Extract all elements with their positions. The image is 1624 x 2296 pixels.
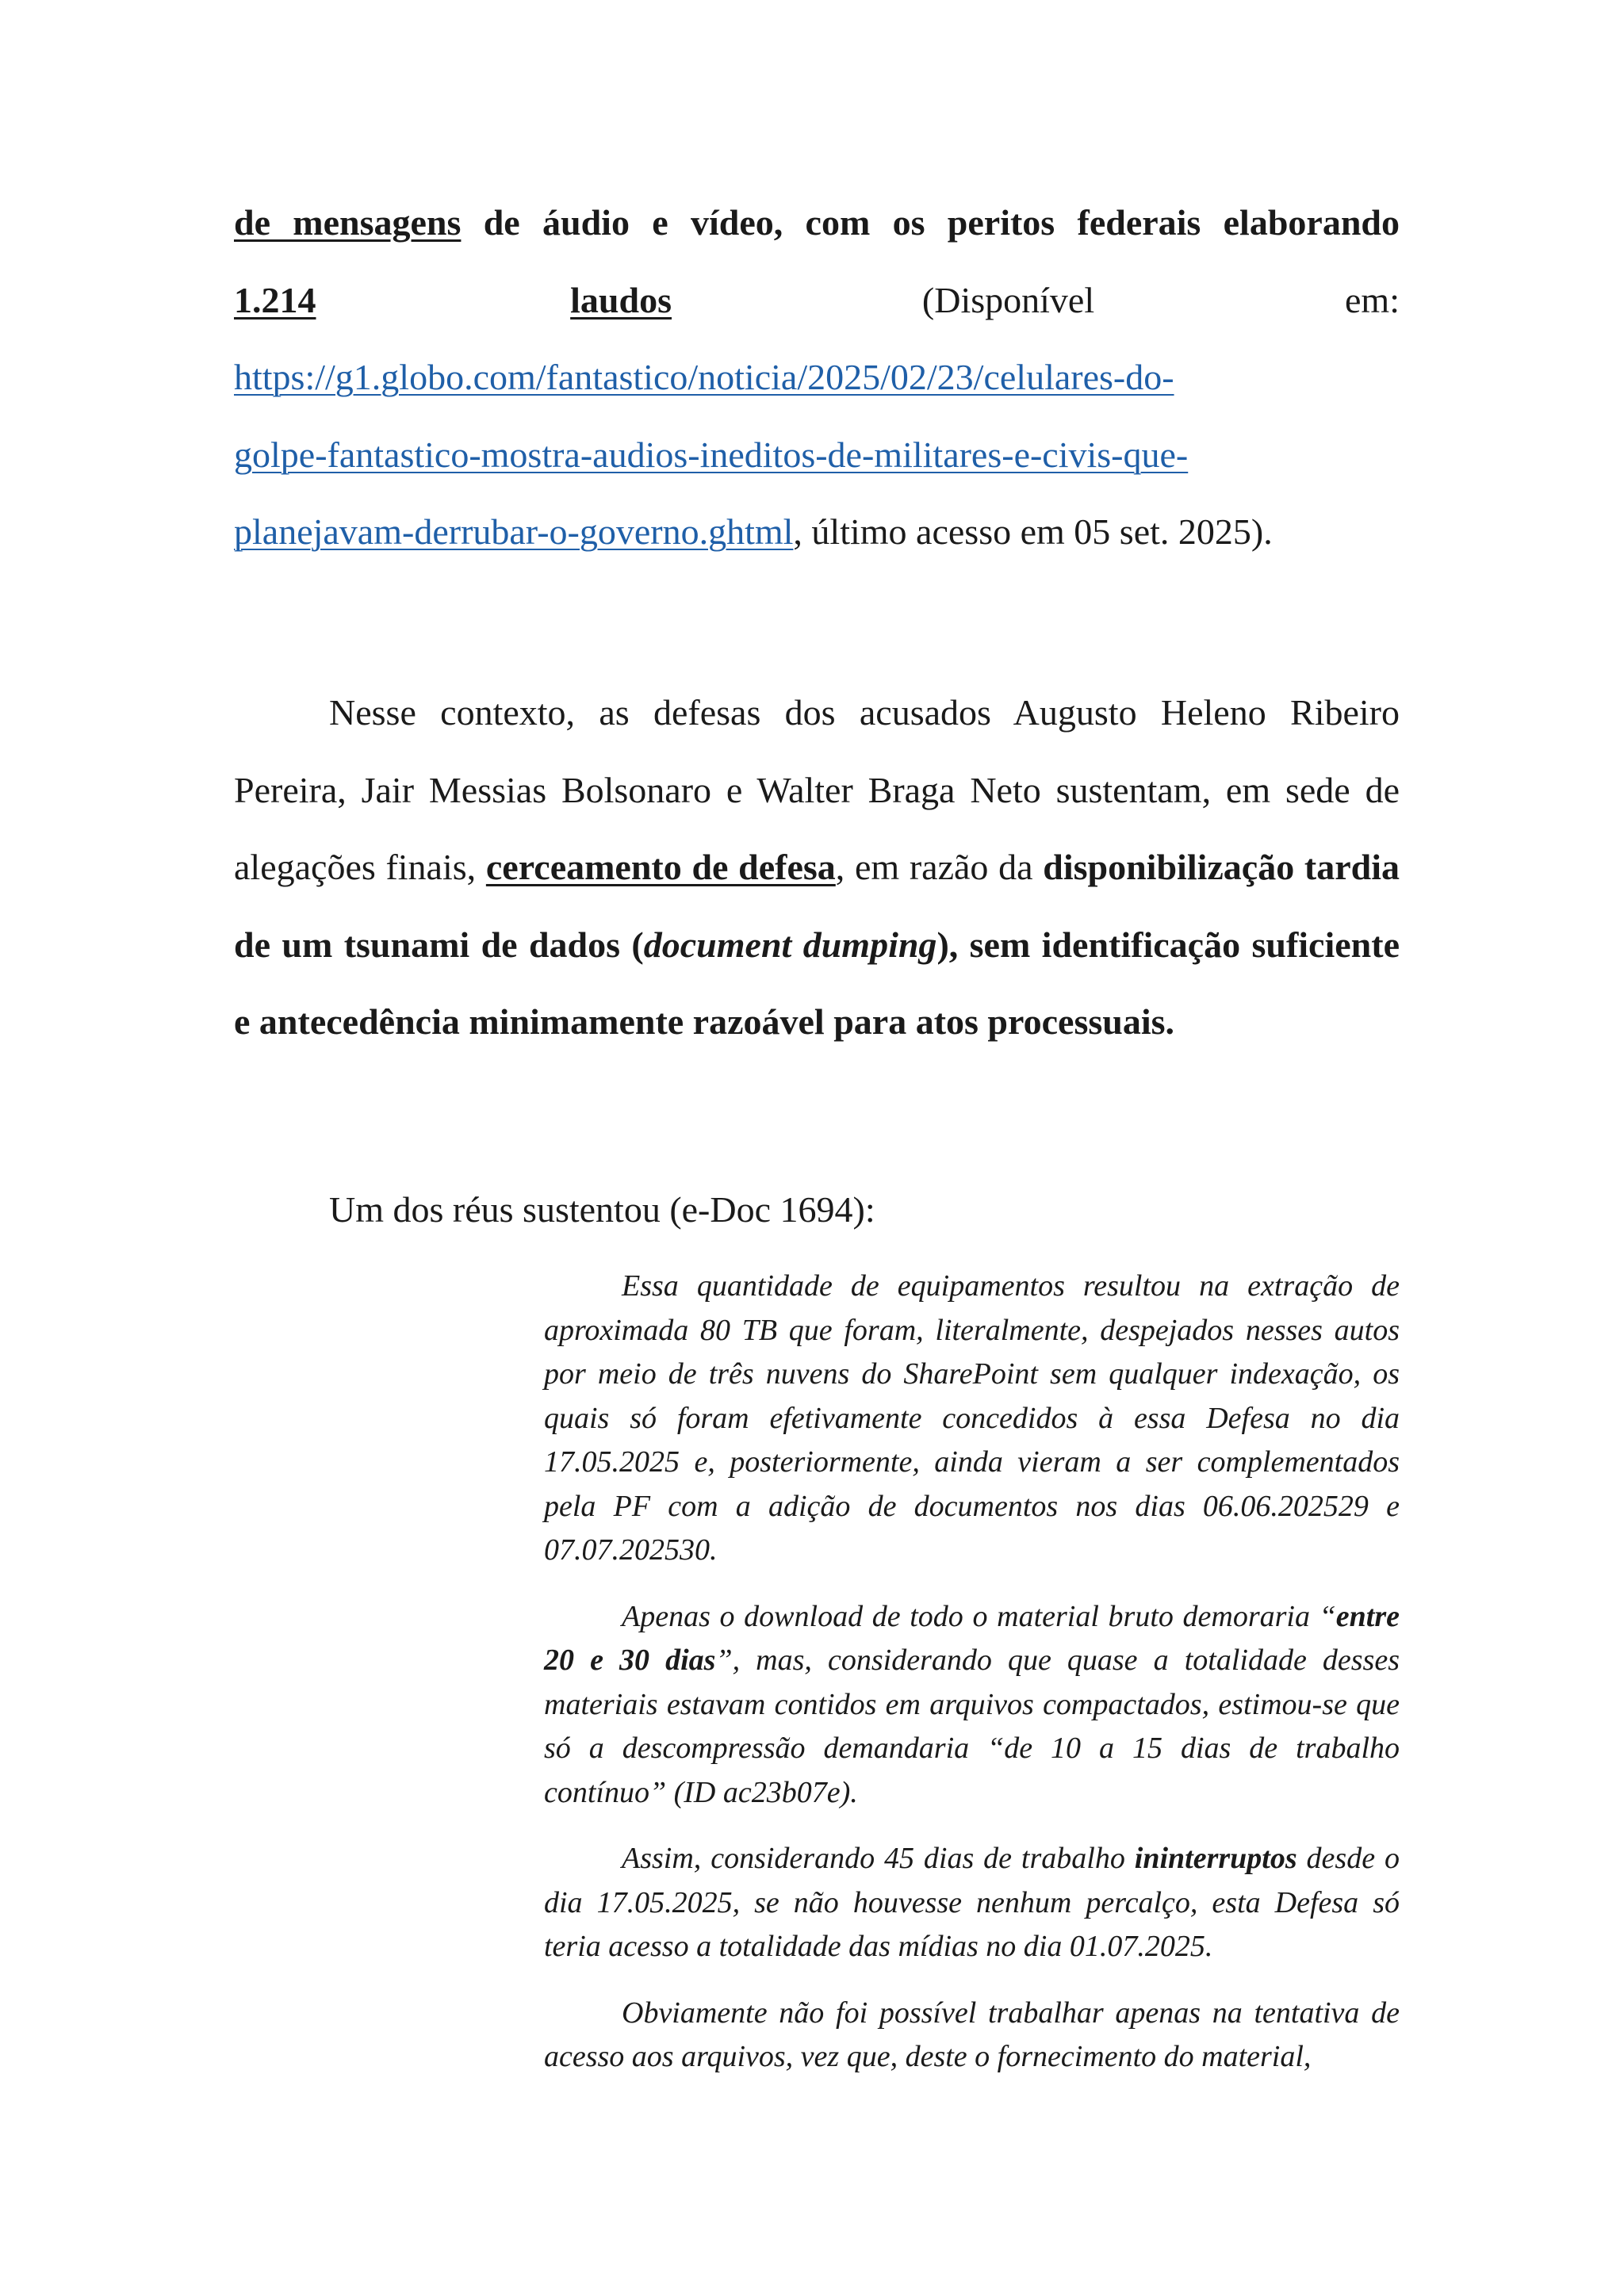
laudos-line (234, 262, 1400, 339)
laudos-number: 1.214 (234, 279, 316, 320)
quote-intro-text: Um dos réus sustentou (e-Doc 1694): (329, 1189, 875, 1230)
quote-2-text-b: ”, mas, considerando que quase a totalidade desses materiais estavam contidos em arquivos compactados, estimou-se que só a descompressão demandaria “de 10 a 15 dias de trabalho contínuo” (ID ac23b07e). (544, 1644, 1400, 1809)
quote-2-emphasis: entre 20 e 30 dias (544, 1599, 1400, 1677)
available-em: em: (1345, 279, 1400, 320)
block-quote (544, 1265, 1400, 2102)
quote-2-text-a: Apenas o download de todo o material bruto demoraria “ (622, 1599, 1336, 1633)
quote-paragraph-4 (544, 1992, 1400, 2080)
emphasis-cerceamento: cerceamento de defesa (485, 847, 836, 887)
source-link-line-3[interactable]: planejavam-derrubar-o-governo.ghtml (234, 511, 794, 552)
quote-paragraph-3 (544, 1837, 1400, 1969)
access-date: , último acesso em 05 set. 2025). (793, 511, 1273, 552)
defense-text-b: , em razão da (835, 847, 1044, 887)
paragraph-sources (234, 184, 1400, 571)
source-link-line-2[interactable]: golpe-fantastico-mostra-audios-ineditos-de-militares-e-civis-que- (234, 434, 1189, 475)
laudos-word: laudos (570, 279, 672, 320)
quote-1-text: Essa quantidade de equipamentos resultou na extração de aproximada 80 TB que foram, literalmente, despejados nesses autos por meio de três nuvens do SharePoint sem qualquer indexação, os quais só foram efetivamente concedidos à essa Defesa no dia 17.05.2025 e, posteriormente, ainda vieram a ser complementados pela PF com a adição de documentos nos dias 06.06.202529 e 07.07.202530. (544, 1269, 1400, 1567)
quote-paragraph-2 (544, 1595, 1400, 1816)
paragraph-quote-intro (234, 1171, 1400, 1249)
quote-4-text: Obviamente não foi possível trabalhar apenas na tentativa de acesso aos arquivos, vez que, deste o fornecimento do material, (544, 1996, 1400, 2073)
emphasis-mensagens: de mensagens (234, 202, 462, 243)
emphasis-tsunami-b: ), sem identificação suficiente e antecedência minimamente razoável para atos processuais. (234, 924, 1400, 1042)
paragraph-defense-arguments (234, 674, 1400, 1061)
available-label: (Disponível (921, 279, 1095, 320)
emphasis-document-dumping: document dumping (643, 924, 937, 965)
quote-3-emphasis: ininterruptos (1134, 1842, 1297, 1875)
first-line (234, 184, 1400, 262)
defense-text-a: Nesse contexto, as defesas dos acusados Augusto Heleno Ribeiro Pereira, Jair Messias Bolsonaro e Walter Braga Neto sustentam, em sede de alegações finais, (234, 692, 1400, 887)
source-link-line-1[interactable]: https://g1.globo.com/fantastico/noticia/2025/02/23/celulares-do- (234, 357, 1174, 397)
emphasis-audio-video: de áudio e vídeo, com os peritos federais elaborando (461, 202, 1400, 243)
quote-3-text-a: Assim, considerando 45 dias de trabalho (622, 1842, 1135, 1875)
quote-paragraph-1 (544, 1265, 1400, 1573)
emphasis-laudos (234, 262, 672, 339)
emphasis-tsunami-a: disponibilização tardia de um tsunami de dados ( (234, 847, 1400, 965)
quote-3-text-b: desde o dia 17.05.2025, se não houvesse nenhum percalço, esta Defesa só teria acesso a totalidade das mídias no dia 01.07.2025. (544, 1842, 1400, 1963)
